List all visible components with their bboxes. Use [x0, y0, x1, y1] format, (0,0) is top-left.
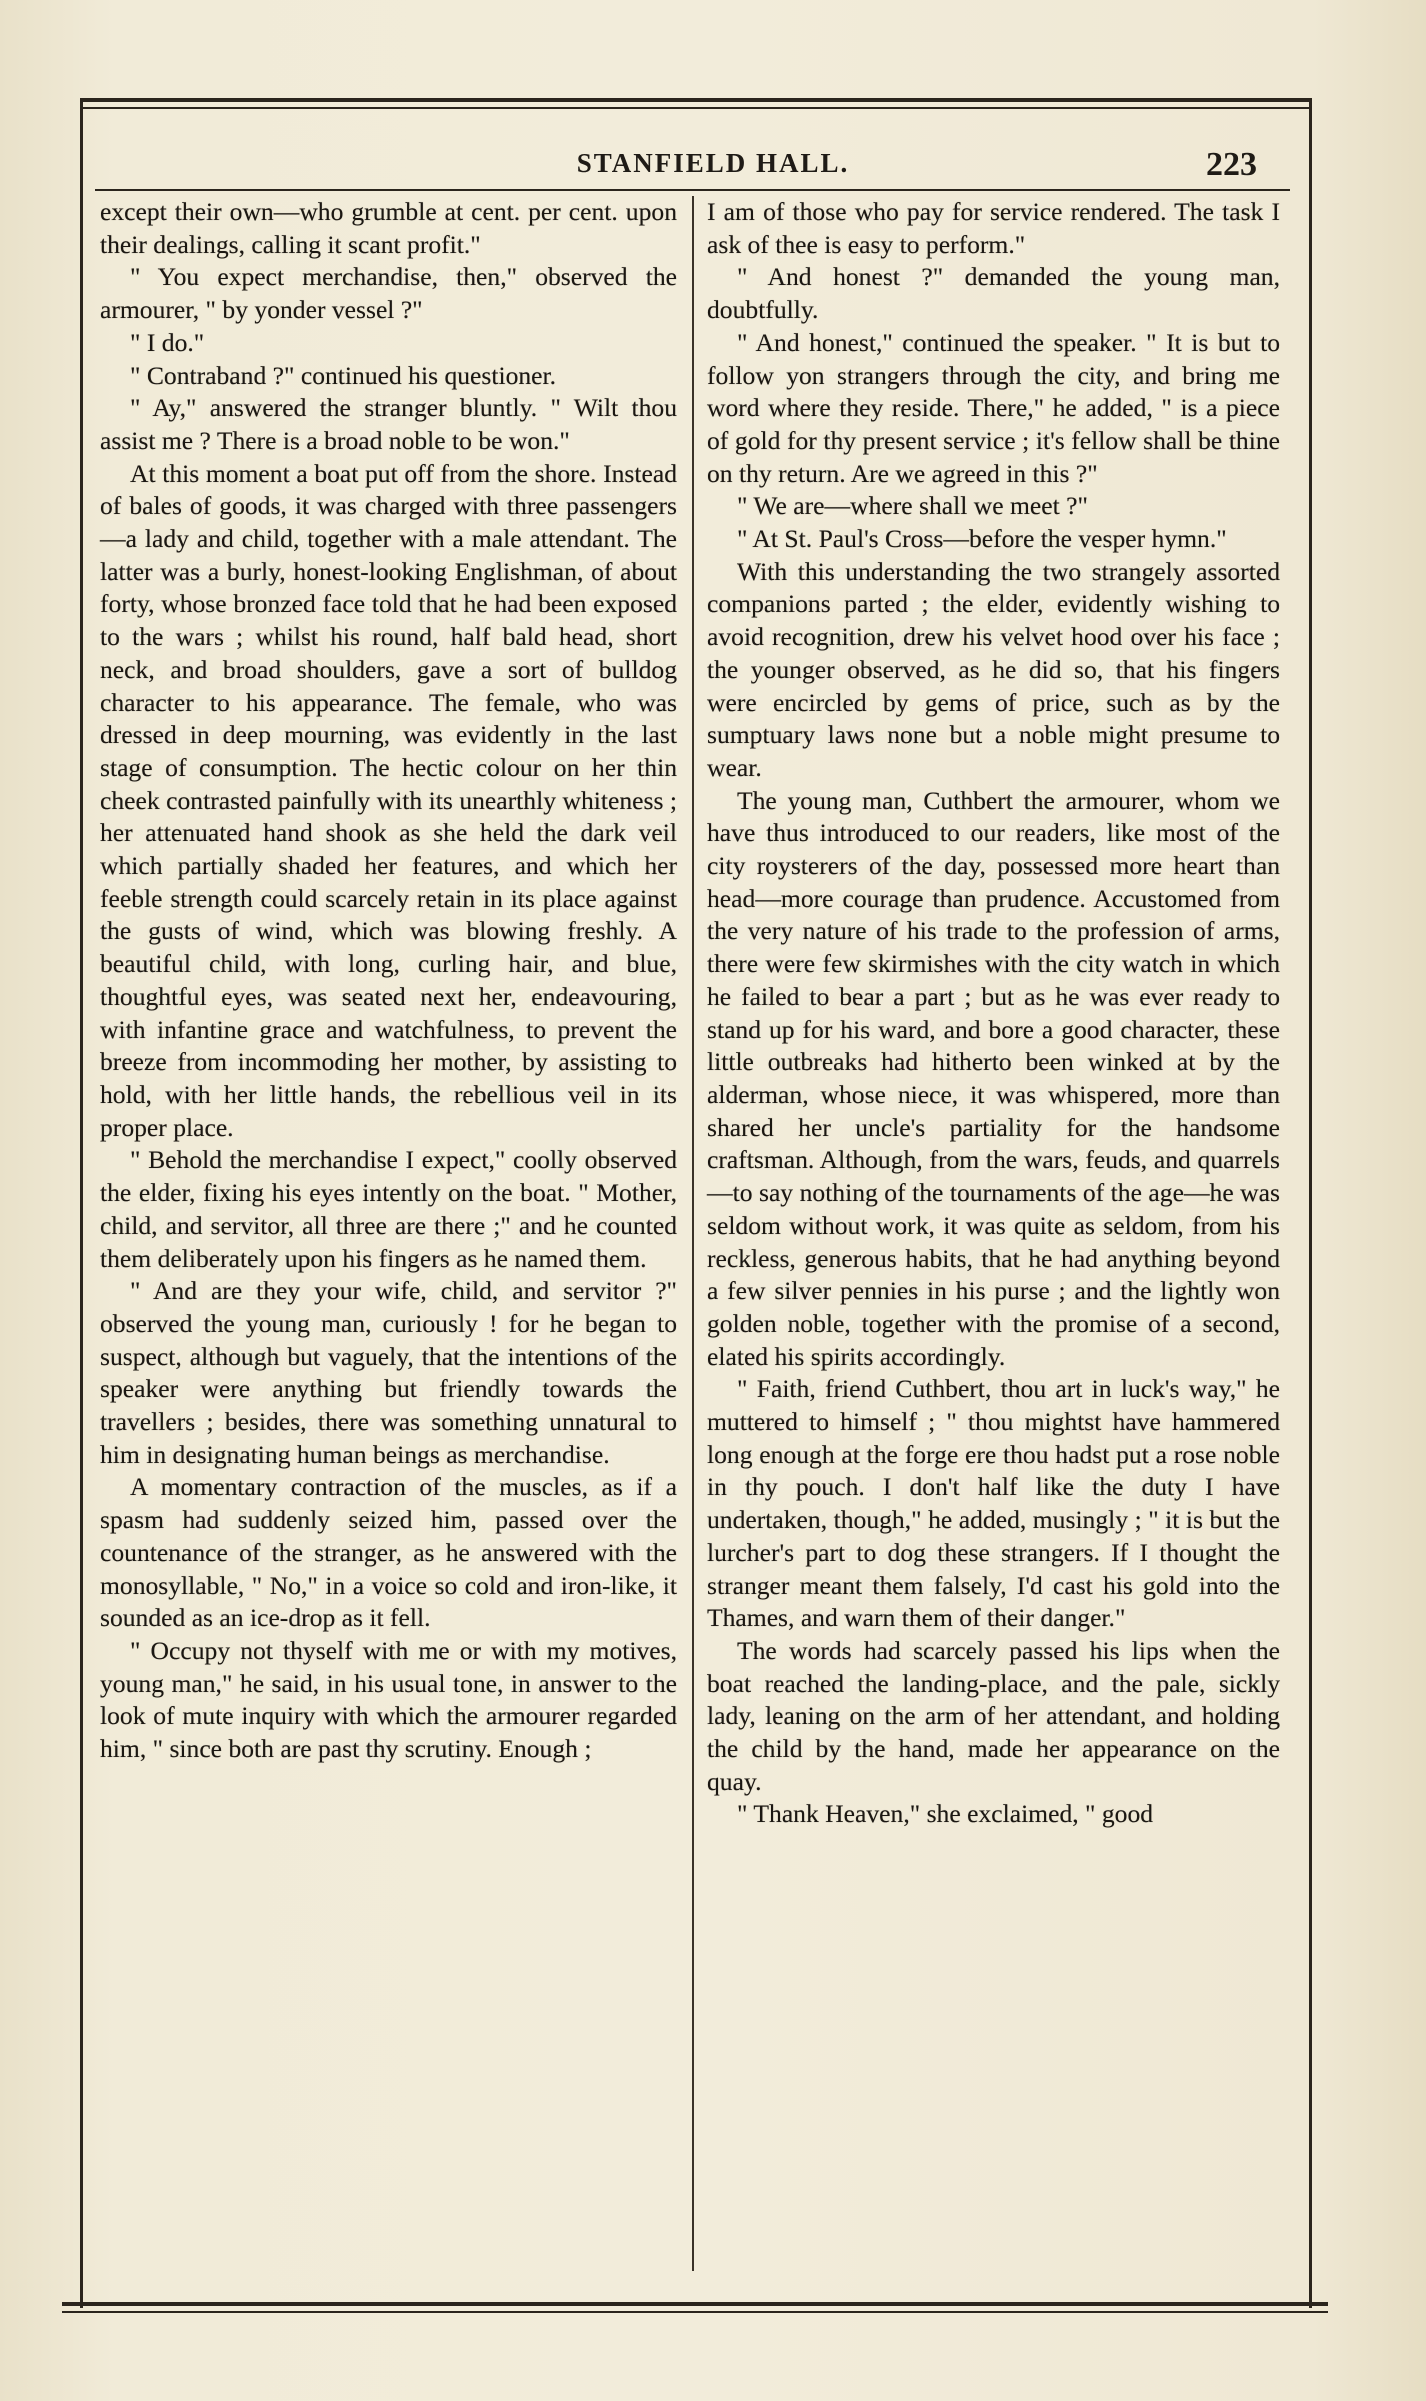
paragraph: " Faith, friend Cuthbert, thou art in luck's way," he muttered to himself ; " thou mightst have hammered long enough at the forge ere thou hadst put a rose noble in thy pouch. I don't half like the duty I have undertaken, though," he added, musingly ; " it is but the lurcher's part to dog these strangers. If I thought the stranger meant them falsely, I'd cast his gold into the Thames, and warn them of their danger." [707, 1374, 1280, 1633]
paragraph: " Ay," answered the stranger bluntly. " Wilt thou assist me ? There is a broad noble to be won." [100, 393, 677, 455]
bottom-rule-thin [62, 2311, 1328, 2313]
paragraph: except their own—who grumble at cent. per cent. upon their dealings, calling it scant profit." [100, 197, 677, 259]
paragraph: The young man, Cuthbert the armourer, whom we have thus introduced to our readers, like most of the city roysterers of the day, possessed more heart than head—more courage than prudence. Accustomed from the very nature of his trade to the profession of arms, there were few skirmishes with the city watch in which he failed to bear a part ; but as he was ever ready to stand up for his ward, and bore a good character, these little outbreaks had hitherto been winked at by the alderman, whose niece, it was whispered, more than shared her uncle's partiality for the handsome craftsman. Although, from the wars, feuds, and quarrels—to say nothing of the tournaments of the age—he was seldom without work, it was quite as seldom, from his reckless, generous habits, that he had anything beyond a few silver pennies in his purse ; and the lightly won golden noble, together with the promise of a second, elated his spirits accordingly. [707, 785, 1280, 1371]
paragraph: " I do." [130, 327, 205, 357]
paragraph: " Occupy not thyself with me or with my motives, young man," he said, in his usual tone, in answer to the look of mute inquiry with which the armourer regarded him, " since both are past thy scrutiny. Enough ; [100, 1635, 677, 1764]
paragraph: " At St. Paul's Cross—before the vesper hymn." [737, 524, 1227, 554]
paragraph: A momentary contraction of the muscles, as if a spasm had suddenly seized him, passed over the countenance of the stranger, as he answered with the monosyllable, " No," in a voice so cold and iron-like, it sounded as an ice-drop as it fell. [100, 1472, 677, 1633]
paragraph: " And are they your wife, child, and servitor ?" observed the young man, curiously ! for he began to suspect, although but vaguely, that the intentions of the speaker were anything but friendly towards the travellers ; besides, there was something unnatural to him in designating human beings as merchandise. [100, 1276, 677, 1469]
paragraph: " We are—where shall we meet ?" [737, 491, 1088, 521]
column-divider [692, 196, 694, 2271]
top-rule-thick [80, 98, 1312, 102]
left-column [100, 196, 677, 1766]
right-border [1309, 98, 1312, 2308]
header-rule [95, 189, 1290, 191]
paragraph: " And honest," continued the speaker. " It is but to follow yon strangers through the city, and bring me word where they reside. There," he added, " is a piece of gold for thy present service ; it's fellow shall be thine on thy return. Are we agreed in this ?" [707, 327, 1280, 488]
page-number: 223 [1206, 146, 1257, 183]
right-column [707, 196, 1280, 1831]
left-border [80, 98, 83, 2308]
paragraph: I am of those who pay for service rendered. The task I ask of thee is easy to perform." [707, 197, 1280, 259]
running-title: STANFIELD HALL. [576, 148, 850, 178]
paragraph: " Thank Heaven," she exclaimed, " good [737, 1799, 1154, 1829]
paragraph: " Contraband ?" continued his questioner. [130, 360, 557, 390]
paragraph: " And honest ?" demanded the young man, doubtfully. [707, 262, 1280, 325]
paragraph: The words had scarcely passed his lips when the boat reached the landing-place, and the pale, sickly lady, leaning on the arm of her attendant, and holding the child by the hand, made her appearance on the quay. [707, 1635, 1280, 1796]
bottom-rule-thick [62, 2302, 1328, 2306]
paragraph: " Behold the merchandise I expect," coolly observed the elder, fixing his eyes intently on the boat. " Mother, child, and servitor, all three are there ;" and he counted them deliberately upon his fingers as he named them. [100, 1145, 677, 1273]
paragraph: " You expect merchandise, then," observed the armourer, " by yonder vessel ?" [100, 262, 677, 325]
paragraph: At this moment a boat put off from the shore. Instead of bales of goods, it was charged with three passengers—a lady and child, together with a male attendant. The latter was a burly, honest-looking Englishman, of about forty, whose bronzed face told that he had been exposed to the wars ; whilst his round, half bald head, short neck, and broad shoulders, gave a sort of bulldog character to his appearance. The female, who was dressed in deep mourning, was evidently in the last stage of consumption. The hectic colour on her thin cheek contrasted painfully with its unearthly whiteness ; her attenuated hand shook as she held the dark veil which partially shaded her features, and which her feeble strength could scarcely retain in its place against the gusts of wind, which was blowing freshly. A beautiful child, with long, curling hair, and blue, thoughtful eyes, was seated next her, endeavouring, with infantine grace and watchfulness, to prevent the breeze from incommoding her mother, by assisting to hold, with her little hands, the rebellious veil in its proper place. [100, 458, 677, 1142]
paragraph: With this understanding the two strangely assorted companions parted ; the elder, evidently wishing to avoid recognition, drew his velvet hood over his face ; the younger observed, as he did so, that his fingers were encircled by gems of price, such as by the sumptuary laws none but a noble might presume to wear. [707, 556, 1280, 782]
top-rule-thin [80, 107, 1312, 109]
